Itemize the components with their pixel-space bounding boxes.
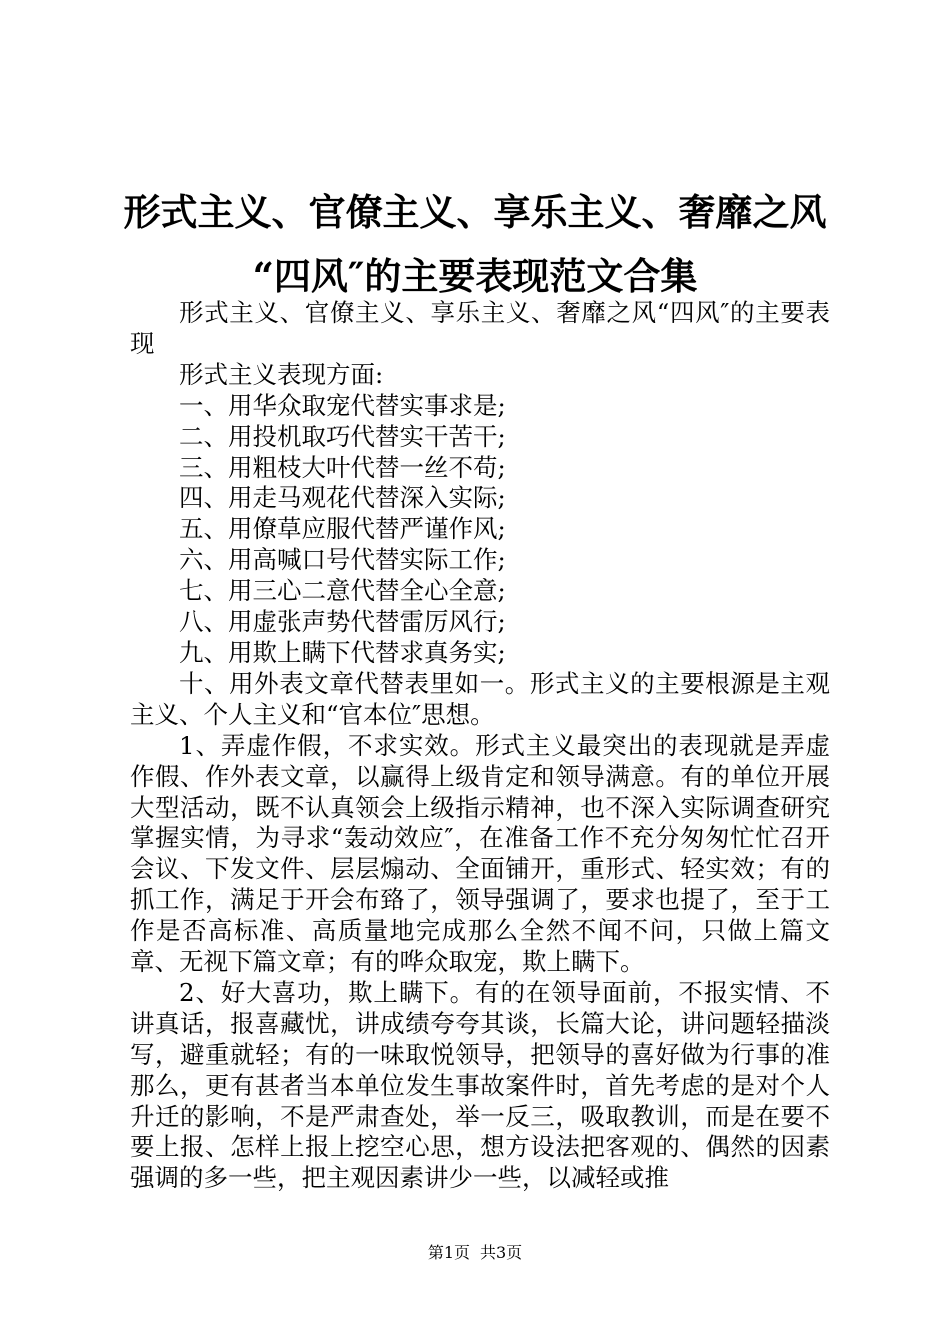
paragraph-2: 2、好大喜功，欺上瞒下。有的在领导面前，不报实情、不讲真话，报喜藏忧，讲成绩夸夸其谈，长篇大论，讲问题轻描淡写，避重就轻；有的一味取悦领导，把领导的喜好做为行事的准那么，更有甚者当本单位发生事故案件时，首先考虑的是对个人升迁的影响，不是严肃查处，举一反三，吸取教训，而是在要不要上报、怎样上报上挖空心思，想方设法把客观的、偶然的因素强调的多一些，把主观因素讲少一些，以减轻或推 [130, 977, 830, 1193]
page-number: 第1页 [427, 1243, 470, 1262]
list-item: 七、用三心二意代替全心全意; [179, 576, 506, 606]
paragraph-1: 1、弄虚作假，不求实效。形式主义最突出的表现就是弄虚作假、作外表文章，以赢得上级肯定和领导满意。有的单位开展大型活动，既不认真领会上级指示精神，也不深入实际调查研究掌握实情，为寻求“轰动效应″，在准备工作不充分匆匆忙忙召开会议、下发文件、层层煽动、全面铺开，重形式、轻实效；有的抓工作，满足于开会布臵了，领导强调了，要求也提了，至于工作是否高标准、高质量地完成那么全然不闻不问，只做上篇文章、无视下篇文章；有的哗众取宠，欺上瞒下。 [130, 730, 830, 977]
list-item: 八、用虚张声势代替雷厉风行; [179, 607, 506, 637]
item-ten-paragraph: 十、用外表文章代替表里如一。形式主义的主要根源是主观主义、个人主义和“官本位″思想。 [130, 668, 830, 729]
intro-paragraph: 形式主义、官僚主义、享乐主义、奢靡之风“四风″的主要表现 [130, 298, 830, 358]
list-item: 二、用投机取巧代替实干苦干; [179, 421, 506, 451]
title-line-1: 形式主义、官僚主义、享乐主义、奢靡之风 [123, 190, 827, 234]
page-total: 共3页 [480, 1243, 523, 1262]
section-heading: 形式主义表现方面: [179, 359, 384, 389]
list-item: 四、用走马观花代替深入实际; [179, 483, 506, 513]
list-item: 六、用高喊口号代替实际工作; [179, 545, 506, 575]
list-item: 一、用华众取宠代替实事求是; [179, 390, 506, 420]
page-footer [0, 1243, 950, 1263]
list-item: 五、用僚草应服代替严谨作风; [179, 514, 506, 544]
list-item: 九、用欺上瞒下代替求真务实; [179, 637, 506, 667]
title-line-2: “四风″的主要表现范文合集 [252, 254, 698, 298]
document-title [100, 180, 850, 308]
list-item: 三、用粗枝大叶代替一丝不苟; [179, 452, 506, 482]
document-body [130, 298, 830, 1194]
